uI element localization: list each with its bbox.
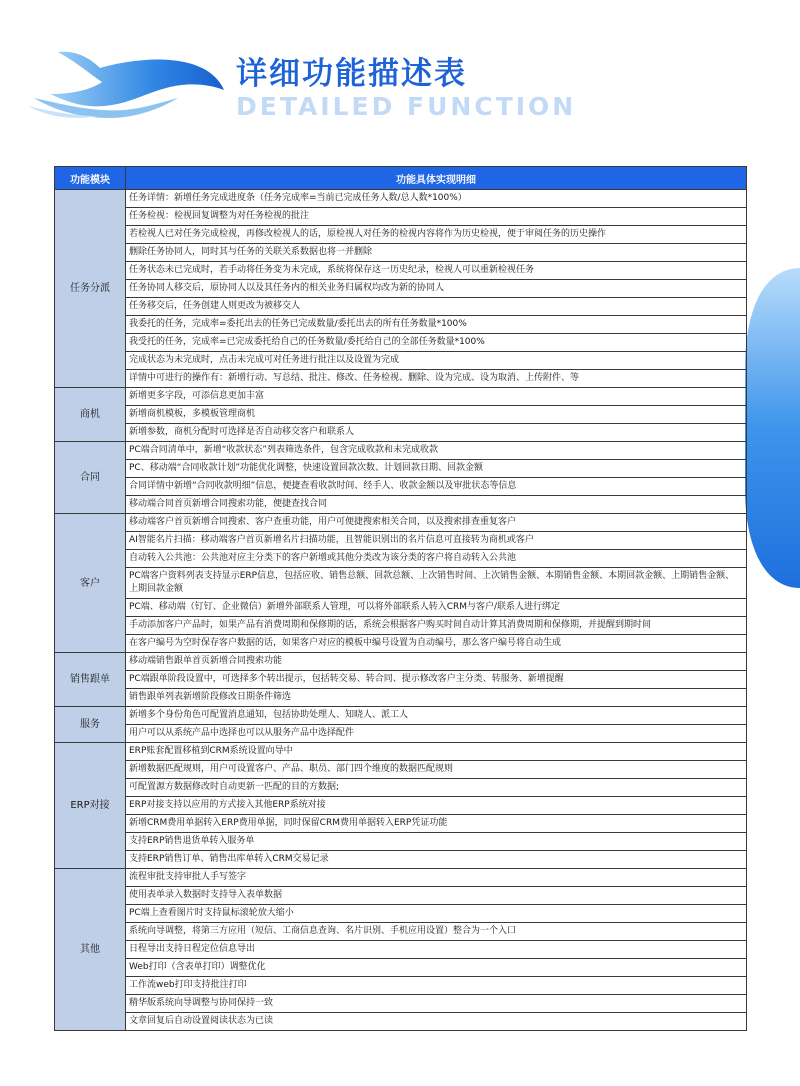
semicircle-decoration-icon	[745, 268, 800, 588]
detail-cell: PC端合同清单中，新增“收款状态”列表筛选条件，包含完成收款和未完成收款	[126, 442, 747, 460]
detail-cell: 使用表单录入数据时支持导入表单数据	[126, 887, 747, 905]
function-table	[54, 166, 747, 1031]
detail-cell: 任务详情：新增任务完成进度条（任务完成率=当前已完成任务人数/总人数*100%）	[126, 190, 747, 208]
detail-cell: 新增数据匹配规则，用户可设置客户、产品、职员、部门四个维度的数据匹配规则	[126, 761, 747, 779]
table-row	[55, 977, 747, 995]
detail-cell: 日程导出支持日程定位信息导出	[126, 941, 747, 959]
detail-cell: 移动端销售跟单首页新增合同搜索功能	[126, 653, 747, 671]
page-title: 详细功能描述表	[236, 56, 467, 92]
detail-cell: ERP对接支持以应用的方式接入其他ERP系统对接	[126, 797, 747, 815]
table-row	[55, 370, 747, 388]
detail-cell: 系统向导调整，将第三方应用（短信、工商信息查询、名片识别、手机应用设置）整合为一个入口	[126, 923, 747, 941]
detail-cell: 在客户编号为空时保存客户数据的话，如果客户对应的模板中编号设置为自动编号，那么客户编号将自动生成	[126, 635, 747, 653]
detail-cell: 合同详情中新增“合同收款明细”信息，便捷查看收款时间、经手人、收款金额以及审批状态等信息	[126, 478, 747, 496]
detail-cell: AI智能名片扫描：移动端客户首页新增名片扫描功能，且智能识别出的名片信息可直接转为商机或客户	[126, 532, 747, 550]
detail-cell: 新增多个身份角色可配置消息通知，包括协助处理人、知晓人、派工人	[126, 707, 747, 725]
table-row	[55, 262, 747, 280]
page-subtitle: DETAILED FUNCTION	[236, 92, 577, 121]
table-row	[55, 959, 747, 977]
table-row	[55, 478, 747, 496]
detail-cell: PC端跟单阶段设置中，可选择多个转出提示，包括转交易、转合同、提示修改客户主分类、转服务、新增提醒	[126, 671, 747, 689]
detail-cell: 删除任务协同人，同时其与任务的关联关系数据也将一并删除	[126, 244, 747, 262]
table-row	[55, 406, 747, 424]
page-header	[0, 0, 800, 160]
detail-cell: 完成状态为未完成时，点击未完成可对任务进行批注以及设置为完成	[126, 352, 747, 370]
table-row	[55, 689, 747, 707]
table-row	[55, 941, 747, 959]
detail-cell: 销售跟单列表新增阶段修改日期条件筛选	[126, 689, 747, 707]
table-body	[55, 190, 747, 1031]
table-row	[55, 496, 747, 514]
table-row	[55, 869, 747, 887]
detail-cell: PC端、移动端（钉钉、企业微信）新增外部联系人管理，可以将外部联系人转入CRM与客户/联系人进行绑定	[126, 599, 747, 617]
module-cell: 其他	[55, 869, 126, 1031]
detail-cell: Web打印（含表单打印）调整优化	[126, 959, 747, 977]
table-row	[55, 532, 747, 550]
table-row	[55, 851, 747, 869]
detail-cell: 文章回复后自动设置阅读状态为已读	[126, 1013, 747, 1031]
table-row	[55, 298, 747, 316]
module-cell: ERP对接	[55, 743, 126, 869]
module-cell: 任务分派	[55, 190, 126, 388]
table-row	[55, 635, 747, 653]
detail-cell: PC、移动端“合同收款计划”功能优化调整，快速设置回款次数、计划回款日期、回款金额	[126, 460, 747, 478]
detail-cell: 移动端合同首页新增合同搜索功能，便捷查找合同	[126, 496, 747, 514]
module-cell: 商机	[55, 388, 126, 442]
detail-cell: 我委托的任务，完成率=委托出去的任务已完成数量/委托出去的所有任务数量*100%	[126, 316, 747, 334]
table-row	[55, 725, 747, 743]
column-header-detail: 功能具体实现明细	[126, 167, 747, 190]
table-row	[55, 923, 747, 941]
detail-cell: 若检视人已对任务完成检视，再修改检视人的话，原检视人对任务的检视内容将作为历史检视，便于审阅任务的历史操作	[126, 226, 747, 244]
table-row	[55, 568, 747, 599]
table-row	[55, 514, 747, 532]
table-row	[55, 208, 747, 226]
table-row	[55, 671, 747, 689]
table-row	[55, 779, 747, 797]
detail-cell: 移动端客户首页新增合同搜索、客户查重功能，用户可便捷搜索相关合同，以及搜索排查重复客户	[126, 514, 747, 532]
detail-cell: PC端客户资料列表支持显示ERP信息，包括应收、销售总额、回款总额、上次销售时间、上次销售金额、本期销售金额、本期回款金额、上期销售金额、上期回款金额	[126, 568, 747, 599]
detail-cell: 精华版系统向导调整与协同保持一致	[126, 995, 747, 1013]
module-cell: 合同	[55, 442, 126, 514]
table-row	[55, 244, 747, 262]
table-row	[55, 617, 747, 635]
table-row	[55, 550, 747, 568]
module-cell: 服务	[55, 707, 126, 743]
detail-cell: 可配置源方数据修改时自动更新一匹配的目的方数据;	[126, 779, 747, 797]
detail-cell: 新增商机模板，多模板管理商机	[126, 406, 747, 424]
detail-cell: 新增参数，商机分配时可选择是否自动移交客户和联系人	[126, 424, 747, 442]
table-row	[55, 653, 747, 671]
detail-cell: 任务移交后，任务创建人则更改为被移交人	[126, 298, 747, 316]
table-row	[55, 833, 747, 851]
detail-cell: 自动转入公共池：公共池对应主分类下的客户新增或其他分类改为该分类的客户将自动转入公共池	[126, 550, 747, 568]
table-row	[55, 334, 747, 352]
table-header-row	[55, 167, 747, 190]
column-header-module: 功能模块	[55, 167, 126, 190]
detail-cell: 任务状态未已完成时，若手动将任务变为未完成，系统将保存这一历史纪录，检视人可以重新检视任务	[126, 262, 747, 280]
table-row	[55, 995, 747, 1013]
module-cell: 客户	[55, 514, 126, 653]
table-row	[55, 442, 747, 460]
table-row	[55, 743, 747, 761]
table-row	[55, 388, 747, 406]
table-row	[55, 599, 747, 617]
table-row	[55, 352, 747, 370]
detail-cell: 新增CRM费用单据转入ERP费用单据，同时保留CRM费用单据转入ERP凭证功能	[126, 815, 747, 833]
table-row	[55, 797, 747, 815]
table-row	[55, 905, 747, 923]
detail-cell: 工作流web打印支持批注打印	[126, 977, 747, 995]
detail-cell: 支持ERP销售退货单转入服务单	[126, 833, 747, 851]
detail-cell: 任务检视：检视回复调整为对任务检视的批注	[126, 208, 747, 226]
detail-cell: 任务协同人移交后，原协同人以及其任务内的相关业务归属权均改为新的协同人	[126, 280, 747, 298]
table-row	[55, 226, 747, 244]
table-row	[55, 190, 747, 208]
detail-cell: 支持ERP销售订单、销售出库单转入CRM交易记录	[126, 851, 747, 869]
table-row	[55, 707, 747, 725]
table-row	[55, 815, 747, 833]
detail-cell: 新增更多字段，可添信息更加丰富	[126, 388, 747, 406]
table-row	[55, 887, 747, 905]
detail-cell: 详情中可进行的操作有：新增行动、写总结、批注、修改、任务检视、删除、设为完成、设为取消、上传附件、等	[126, 370, 747, 388]
table-row	[55, 424, 747, 442]
detail-cell: 我受托的任务，完成率=已完成委托给自己的任务数量/委托给自己的全部任务数量*100%	[126, 334, 747, 352]
table-row	[55, 761, 747, 779]
table-row	[55, 460, 747, 478]
detail-cell: 流程审批支持审批人手写签字	[126, 869, 747, 887]
table-row	[55, 316, 747, 334]
table-row	[55, 1013, 747, 1031]
module-cell: 销售跟单	[55, 653, 126, 707]
detail-cell: PC端上查看图片时支持鼠标滚轮放大缩小	[126, 905, 747, 923]
detail-cell: ERP账套配置移植到CRM系统设置向导中	[126, 743, 747, 761]
table-row	[55, 280, 747, 298]
whale-logo-icon	[28, 40, 228, 120]
detail-cell: 手动添加客户产品时，如果产品有消费周期和保修期的话，系统会根据客户购买时间自动计算其消费周期和保修期，并提醒到期时间	[126, 617, 747, 635]
detail-cell: 用户可以从系统产品中选择也可以从服务产品中选择配件	[126, 725, 747, 743]
